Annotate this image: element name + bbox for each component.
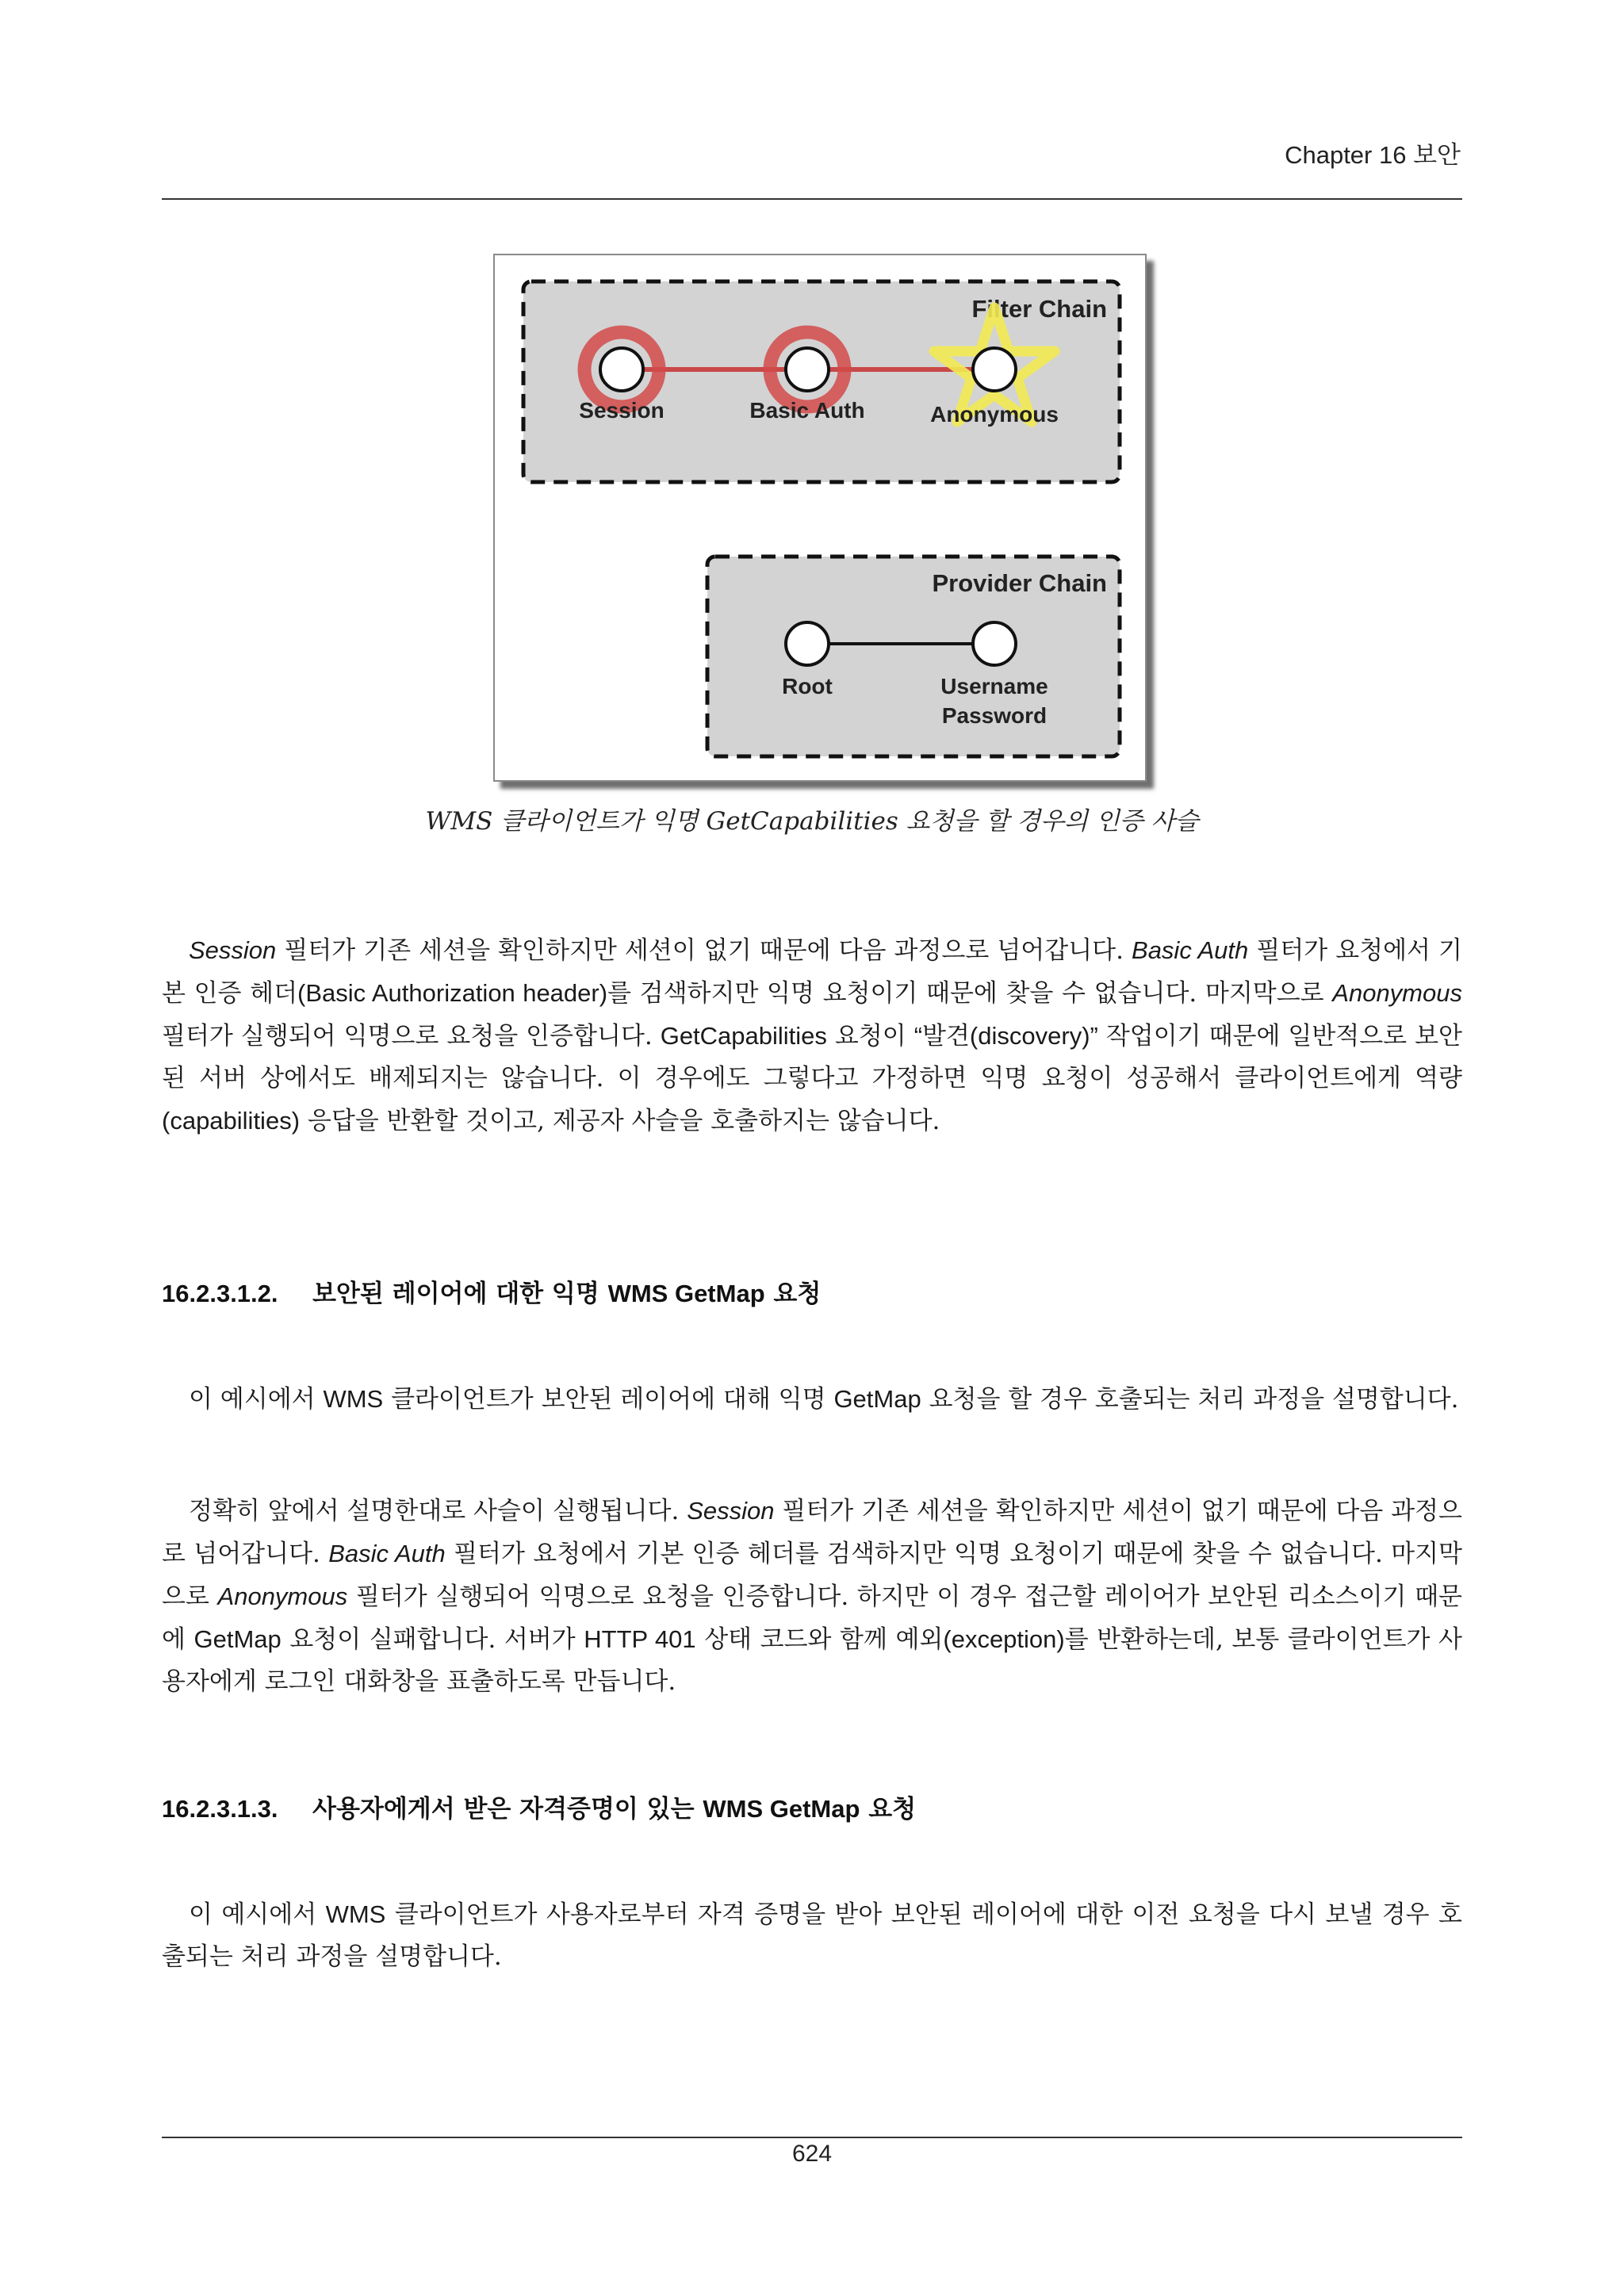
provider-chain-title: Provider Chain [932, 569, 1107, 597]
basic-auth-node-label: Basic Auth [749, 398, 865, 423]
p1-text-3: 를 검색하지만 익명 요청이기 때문에 찾을 수 없습니다. 마지막으로 [607, 979, 1333, 1008]
p1-text-2: 필터가 요청에서 기본 인증 헤더 [162, 936, 1462, 1008]
figure-caption: WMS 클라이언트가 익명 GetCapabilities 요청을 할 경우의 인증 사슬 [425, 807, 1199, 836]
p1-discovery-quote: “발견(discovery)” [914, 1022, 1098, 1050]
header-rule [162, 198, 1462, 200]
p1-capabilities: (capabilities) [162, 1107, 301, 1135]
p2-getmap: GetMap [833, 1385, 921, 1413]
section-title-2-en: WMS GetMap [703, 1795, 860, 1823]
term-anonymous: Anonymous [1332, 979, 1462, 1007]
p3-text-7: 를 반환하는데, 보통 클라이언트가 사용자에게 로그인 대화창을 표출하도록 만듭니다. [162, 1625, 1462, 1696]
password-node-label: Password [941, 703, 1048, 728]
section-heading-16-2-3-1-3 [162, 1789, 916, 1824]
p3-text-4: 필터가 실행되어 익명으로 요청을 인증합니다. 하지만 이 경우 접근할 레이어가 보안된 리소스이기 때문에 [162, 1582, 1463, 1654]
p2-text-2: 클라이언트가 보안된 레이어에 대해 익명 [383, 1385, 834, 1414]
paragraph-getmap-intro [162, 1378, 1462, 1421]
section-title-2-a: 사용자에게서 받은 자격증명이 있는 [312, 1795, 703, 1823]
chain-diagram [495, 255, 1145, 780]
p3-term-anonymous: Anonymous [217, 1582, 348, 1610]
filter-chain-title: Filter Chain [971, 295, 1107, 323]
running-header [1285, 135, 1461, 170]
section-title-en: WMS GetMap [607, 1280, 765, 1307]
root-node [786, 622, 829, 665]
page-number: 624 [791, 2141, 833, 2167]
section-title-a: 보안된 레이어에 대한 익명 [312, 1280, 608, 1308]
p3-term-session: Session [687, 1497, 775, 1525]
term-basic-auth: Basic Auth [1132, 936, 1249, 964]
term-session: Session [189, 936, 277, 964]
anonymous-node [973, 348, 1016, 391]
p3-getmap: GetMap [193, 1625, 282, 1653]
p4-wms: WMS [325, 1900, 386, 1928]
p1-text-5: 요청이 [826, 1022, 914, 1050]
p3-http-401: HTTP 401 [584, 1625, 696, 1653]
root-node-label: Root [782, 674, 833, 698]
session-node [600, 348, 643, 391]
p3-text-6: 상태 코드와 함께 예외 [695, 1625, 944, 1654]
paragraph-credentials-getmap [162, 1893, 1462, 1978]
p4-text-2: 클라이언트가 사용자로부터 자격 증명을 받아 보안된 레이어에 대한 이전 요청을 다시 보낼 경우 호출되는 처리 과정을 설명합니다. [162, 1900, 1462, 1971]
p1-getcapabilities: GetCapabilities [660, 1022, 827, 1050]
footer-rule [162, 2137, 1462, 2138]
p1-text-4: 필터가 실행되어 익명으로 요청을 인증합니다. [162, 1022, 661, 1050]
p3-text-5: 요청이 실패합니다. 서버가 [281, 1625, 584, 1654]
anonymous-node-label: Anonymous [930, 402, 1059, 427]
basic-auth-node [786, 348, 829, 391]
section-heading-16-2-3-1-2 [162, 1273, 821, 1309]
chapter-title: 보안 [1413, 141, 1461, 169]
p1-text-7: 응답을 반환할 것이고, 제공자 사슬을 호출하지는 않습니다. [300, 1107, 940, 1135]
chapter-label: Chapter 16 [1285, 141, 1407, 169]
p3-text-1: 정확히 앞에서 설명한대로 사슬이 실행됩니다. [189, 1497, 688, 1525]
paragraph-getmap-failure [162, 1490, 1462, 1703]
p2-wms: WMS [323, 1385, 384, 1413]
p4-text-1: 이 예시에서 [189, 1900, 326, 1929]
p1-basic-authorization-header: (Basic Authorization header) [297, 979, 608, 1007]
p3-exception: (exception) [943, 1625, 1065, 1653]
section-title-2-b: 요청 [860, 1795, 917, 1823]
session-node-label: Session [579, 398, 665, 423]
p2-text-3: 요청을 할 경우 호출되는 처리 과정을 설명합니다. [921, 1385, 1459, 1414]
section-number: 16.2.3.1.2. [162, 1280, 278, 1307]
paragraph-anonymous-getcapabilities [162, 929, 1462, 1142]
authentication-chain-figure [493, 254, 1147, 782]
username-password-node [973, 622, 1016, 665]
p1-text-6: 작업이기 때문에 일반적으로 보안된 서버 상에서도 배제되지는 않습니다. 이 경우에도 그렇다고 가정하면 익명 요청이 성공해서 클라이언트에게 역량 [162, 1022, 1462, 1093]
p1-text-1: 필터가 기존 세션을 확인하지만 세션이 없기 때문에 다음 과정으로 넘어갑니다. [276, 936, 1132, 965]
p2-text-1: 이 예시에서 [189, 1385, 324, 1414]
section-title-b: 요청 [764, 1280, 822, 1308]
p3-text-2: 필터가 기존 세션을 확인하지만 세션이 없기 때문에 다음 과정으로 넘어갑니다. [162, 1497, 1462, 1568]
p3-text-3: 필터가 요청에서 기본 인증 헤더를 검색하지만 익명 요청이기 때문에 찾을 수 없습니다. 마지막으로 [162, 1540, 1462, 1611]
p3-term-basic-auth: Basic Auth [328, 1540, 446, 1567]
section-number-2: 16.2.3.1.3. [162, 1795, 278, 1823]
username-node-label: Username [940, 674, 1048, 698]
